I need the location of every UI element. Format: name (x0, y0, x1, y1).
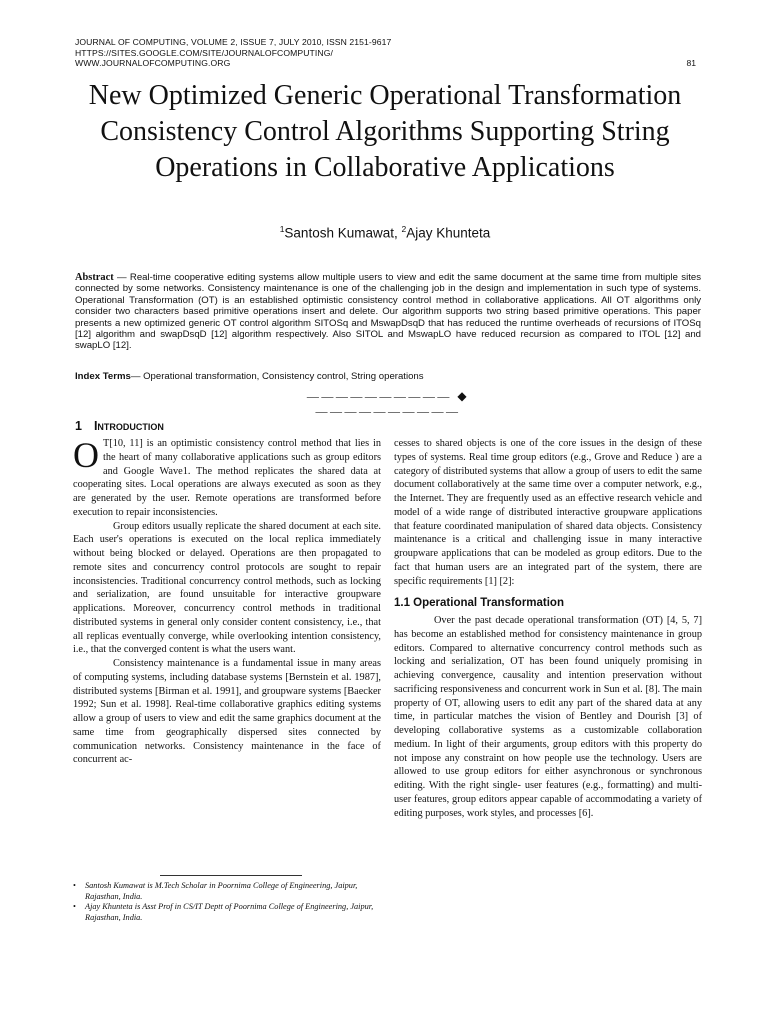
intro-paragraph-3: Consistency maintenance is a fundamental issue in many areas of computing systems, including database systems [Bernstein et al. 1987], distributed systems [Birman et al. 1991], and groupware systems [Baecker 1992; Sun et al. 1998]. Real-time collaborative graphics editing systems allow a group of users to view and edit the same graphics document at the same time from geographically dispersed sites connected by communication networks. Consistency maintenance in the face of concurrent ac- (73, 658, 381, 766)
intro-paragraph-1-text: T[10, 11] is an optimistic consistency control method that lies in the heart of many collaborative applications such as group editors and Google Wave1. The method replicates the shared data at cooperating sites. Local operations are always executed as soon as they are generated by the user. Remote operations are transformed before execution to repair inconsistencies. (73, 438, 381, 518)
subsection-paragraph-1: Over the past decade operational transformation (OT) [4, 5, 7] has become an established method for consistency maintenance in group editors. Compared to alternative concurrency control methods such as locking and serialization, OT has been found uniquely promising in achieving convergence, causality and intention preservation without sacrificing responsiveness and concurrent work in Sun et al. [8]. The main property of OT, allowing users to edit any part of the shared data at any time, in particular matches the vision of Bentley and Dourish [3] of developing collaborative systems as a customizable collaboration medium. In light of their arguments, group editors with this property do not impose any constraint on how people use the technology. Users are allowed to use group editors for either asynchronous or synchronous editing. With the right single- user features (e.g., formatting) and multi-user features, group editors appear capable of accommodating a variety of editing purposes, work styles, and processes [6]. (394, 615, 702, 819)
intro-paragraph-1 (73, 437, 381, 520)
footnote-text: Ajay Khunteta is Asst Prof in CS/IT Deptt of Poornima College of Engineering, Jaipur, Rajasthan, India. (85, 902, 374, 922)
author-1-name: Santosh Kumawat (284, 225, 394, 241)
footnote-bullet: • (73, 902, 76, 912)
right-column (394, 437, 702, 820)
section-separator: —————————— ◆ —————————— (306, 389, 470, 418)
section-title: Introduction (93, 419, 164, 433)
footnote-divider (160, 875, 302, 876)
left-column (73, 437, 381, 767)
abstract-dash: — (113, 272, 130, 283)
journal-info-line: JOURNAL OF COMPUTING, VOLUME 2, ISSUE 7, JULY 2010, ISSN 2151-9617 (75, 37, 392, 47)
intro-paragraph-2: Group editors usually replicate the shared document at each site. Each user's operations is executed on the local replica immediately without being blocked or delayed. Operations are then propagated to remote sites and concurrency control protocols are sought to repair inconsistencies. Traditional concurrency control methods, such as locking and serialization, are found unsuitable for interactive groupware applications. Moreover, concurrency control methods in traditional distributed systems in general only consider content consistency, i.e., that all replicas eventually converge, while overlooking intention consistency, i.e., that the converged content is what the users want. (73, 520, 381, 656)
author-separator: , (393, 225, 402, 241)
drop-cap: O (73, 435, 99, 475)
footnote-item (73, 881, 385, 902)
index-terms (75, 371, 701, 382)
author-2-name: Ajay Khunteta (406, 225, 491, 241)
journal-website-line[interactable]: WWW.JOURNALOFCOMPUTING.ORG (75, 58, 231, 69)
abstract (75, 272, 701, 352)
index-terms-dash: — (130, 371, 144, 382)
subsection-heading: 1.1 Operational Transformation (394, 597, 564, 610)
intro-paragraph-4: cesses to shared objects is one of the core issues in the design of these types of systems. Real time group editors (e.g., Grove and Reduce ) are a category of distributed systems that allow a group of users to edit the same document collaboratively at the same time over a computer network, e.g., the Internet. They are frequently used as an effective research vehicle and model of a wide range of distributed interactive groupware applications that feature coordinated manipulation of shared data objects. Consistency maintenance is a critical and challenging issue in many interactive groupware applications that can be modeled as group editors. Due to the fact that human users are an integrated part of the system, there are specific requirements [1] [2]: (394, 438, 702, 587)
index-terms-text: Operational transformation, Consistency control, String operations (143, 371, 424, 382)
paper-title: New Optimized Generic Operational Transformation Consistency Control Algorithms Supporting String Operations in Collaborative Applications (88, 80, 682, 183)
author-list (80, 224, 690, 241)
footnote-item (73, 902, 385, 923)
footnote-text: Santosh Kumawat is M.Tech Scholar in Poornima College of Engineering, Jaipur, Rajasthan, India. (85, 881, 358, 901)
page-number: 81 (686, 58, 696, 68)
footnote-bullet: • (73, 881, 76, 890)
journal-url-line[interactable]: HTTPS://SITES.GOOGLE.COM/SITE/JOURNALOFCOMPUTING/ (75, 47, 333, 58)
abstract-text: Real-time cooperative editing systems allow multiple users to view and edit the same document at the same time from multiple sites connected by some networks. Consistency maintenance is one of the challenging job in the design and implementation in such type of systems. Operational Transformation (OT) is an established optimistic consistency control method in collaborative applications. All OT algorithms only consider two characters based primitive operations insert and delete. Our algorithm supports two string based primitive operations. This paper presents a new optimized generic OT control algorithm SITOSq and MswapDsqD that has reduced the runtime overheads of recursions of ITOSq [12] algorithm and swapDsqD [12] algorithm respectively. Also SITOL and MswapLO have reduced recursion as compared to ITOL [12] and swapLO [12]. (75, 272, 701, 352)
author-2-affiliation-mark: 2 (401, 224, 407, 234)
section-heading (75, 419, 164, 433)
section-number: 1 (75, 419, 82, 433)
footnotes (73, 881, 385, 923)
abstract-label: Abstract (75, 272, 114, 283)
running-header (75, 37, 695, 69)
author-1-affiliation-mark: 1 (279, 224, 285, 234)
index-terms-label: Index Terms (75, 371, 131, 382)
